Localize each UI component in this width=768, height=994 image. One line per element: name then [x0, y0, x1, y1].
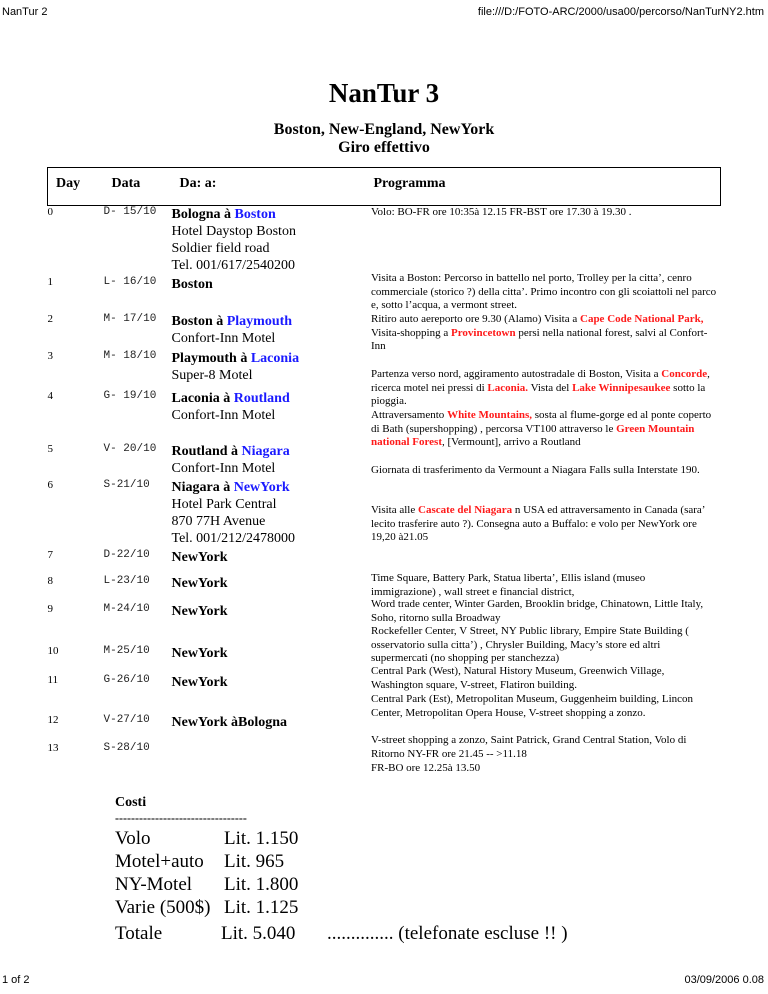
route-cell [172, 206, 366, 276]
route-cell [172, 549, 366, 575]
day-cell: 1 [47, 275, 53, 288]
date-cell: M-25/10 [103, 644, 150, 657]
route-from: Routland à [171, 443, 242, 459]
date-cell: D-22/10 [103, 548, 150, 561]
route-city: NewYork [171, 575, 228, 591]
text: sosta al flume-gorge ed al ponte coperto di Bath (supershopping) , percorsa VT100 attraverso le [371, 409, 712, 435]
text: Visita-shopping a [371, 326, 451, 339]
hotel-name: Hotel Daystop Boston [171, 224, 296, 239]
cost-value: Lit. 1.125 [224, 897, 299, 918]
hotel-phone: Tel. 001/617/2540200 [171, 258, 295, 273]
route-cell [172, 645, 366, 674]
cost-value: Lit. 1.150 [224, 828, 299, 849]
page-title: NanTur 3 [328, 78, 440, 108]
print-footer-date: 03/09/2006 0.08 [684, 974, 764, 986]
route-cell [172, 479, 366, 549]
route-cell [172, 276, 366, 313]
hotel-name: Confort-Inn Motel [171, 460, 276, 476]
subtitle-route: Boston, New-England, NewYork [273, 121, 495, 138]
place-highlight: Concorde [661, 368, 708, 380]
table-row [48, 549, 721, 575]
print-header-url: file:///D:/FOTO-ARC/2000/usa00/percorso/NanTurNY2.htm [477, 6, 764, 18]
hotel-name: Confort-Inn Motel [171, 407, 276, 423]
cost-label: Motel+auto [115, 851, 204, 872]
route-cell [172, 674, 366, 714]
total-note: .............. (telefonate escluse !! ) [327, 923, 568, 944]
day-cell: 13 [47, 741, 59, 754]
route-to: Boston [234, 207, 276, 222]
cost-row [115, 827, 298, 850]
programma-day-0: Volo: BO-FR ore 10:35à 12.15 FR-BST ore 17.30 à 19.30 . [371, 206, 632, 218]
cost-value: Lit. 1.800 [224, 874, 299, 895]
date-cell: M- 17/10 [103, 312, 157, 325]
place-highlight: Green Mountain national Forest [371, 422, 695, 449]
route-city: NewYork [171, 603, 228, 619]
text: Attraversamento [371, 409, 448, 421]
table-header-row [48, 168, 721, 206]
date-cell: V-27/10 [103, 713, 150, 726]
text: persi nella national forest, salvi al Confort-Inn [371, 326, 708, 353]
route-cell [172, 443, 366, 479]
route-city: NewYork àBologna [171, 714, 288, 730]
route-cell [172, 313, 366, 350]
day-cell: 3 [47, 349, 53, 362]
date-cell: M- 18/10 [103, 349, 157, 362]
route-from: Niagara à [171, 479, 234, 495]
programma-day-7: Time Square, Battery Park, Statua liberta’, Ellis island (museo immigrazione) , wall street e financial district, [371, 572, 646, 598]
text: Visita alle [371, 504, 418, 516]
route-city: Boston [171, 276, 213, 292]
route-from: Bologna à [171, 207, 235, 222]
programma-day-9: Rockefeller Center, V Street, NY Public library, Empire State Building ( osservatorio sulla citta’) , Chrysler Building, Macy’s store ed altri supermercati (no shopping per stanchezza) [371, 625, 689, 665]
route-cell [172, 603, 366, 645]
hotel-name: Super-8 Motel [171, 367, 253, 383]
day-cell: 5 [47, 442, 53, 455]
day-cell: 8 [47, 574, 53, 587]
col-programma: Programma [366, 168, 721, 206]
date-cell: M-24/10 [103, 602, 150, 615]
hotel-address: Soldier field road [171, 241, 270, 256]
day-cell: 9 [47, 602, 53, 615]
hotel-name: Confort-Inn Motel [171, 330, 276, 346]
programma-day-10: Central Park (West), Natural History Museum, Greenwich Village, Washington square, V-street, Flatiron building. [371, 665, 665, 691]
route-city: NewYork [171, 549, 228, 565]
route-cell [172, 390, 366, 443]
costi-divider: --------------------------------- [115, 811, 247, 825]
place-highlight: White Mountains, [447, 409, 533, 421]
cost-row [115, 873, 298, 896]
route-from: Playmouth à [171, 350, 251, 366]
date-cell: L- 16/10 [103, 275, 157, 288]
date-cell: G- 19/10 [103, 389, 157, 402]
print-footer-page: 1 of 2 [2, 974, 30, 986]
day-cell: 11 [47, 673, 59, 686]
text: Ritiro auto aereporto ore 9.30 (Alamo) Visita a [371, 313, 580, 325]
route-cell [172, 714, 366, 742]
cost-value: Lit. 965 [224, 851, 285, 872]
route-cell [172, 575, 366, 603]
route-to: NewYork [233, 479, 290, 495]
hotel-phone: Tel. 001/212/2478000 [171, 530, 295, 546]
place-highlight: Provincetown [451, 326, 516, 339]
date-cell: S-21/10 [103, 478, 150, 491]
date-cell: G-26/10 [103, 673, 150, 686]
text: , ricerca motel nei pressi di [371, 368, 710, 394]
cost-label: NY-Motel [115, 874, 193, 895]
print-header-left: NanTur 2 [2, 6, 48, 18]
route-cell [172, 350, 366, 390]
programma-day-12: V-street shopping a zonzo, Saint Patrick, Grand Central Station, Volo di Ritorno NY-FR ore 21.45 -- >11.18 [371, 734, 687, 760]
cost-label: Varie (500$) [115, 897, 211, 918]
programma-day-11: Central Park (Est), Metropolitan Museum, Guggenheim building, Lincon Center, Metropolitan Opera House, V-street shopping a zonzo. [371, 693, 694, 719]
route-to: Playmouth [226, 313, 293, 329]
date-cell: S-28/10 [103, 741, 150, 754]
total-value: Lit. 5.040 [221, 923, 296, 944]
place-highlight: Cape Code National Park, [580, 313, 704, 325]
programma-day-1: Visita a Boston: Percorso in battello nel porto, Trolley per la citta’, cenro commerciale (storico ?) della citta’. Primo incontro con gli scoiattoli nel parco e, sotto l’acqua, a vermont street. [371, 272, 717, 312]
col-data: Data [104, 168, 172, 206]
day-cell: 10 [47, 644, 59, 657]
text: n USA ed attraversamento in Canada (sara’ lecito trasferire auto ?). Consegna auto a Buffalo: e volo per NewYork ore 19,20 à21.05 [371, 504, 705, 544]
subtitle-giro: Giro effettivo [338, 139, 430, 156]
day-cell: 7 [47, 548, 53, 561]
cost-row [115, 896, 298, 919]
col-day: Day [48, 168, 104, 206]
text: sotto la pioggia. [371, 381, 706, 408]
place-highlight: Lake Winnipesaukee [572, 381, 671, 394]
programma-day-13: FR-BO ore 12.25à 13.50 [371, 762, 481, 774]
date-cell: L-23/10 [103, 574, 150, 587]
cost-row [115, 850, 298, 873]
programma-day-3 [371, 368, 721, 409]
route-city: NewYork [171, 674, 228, 690]
route-to: Routland [233, 390, 290, 406]
day-cell: 4 [47, 389, 53, 402]
total-label: Totale [115, 923, 163, 944]
programma-day-2 [371, 313, 721, 354]
programma-day-6 [371, 504, 721, 545]
day-cell: 6 [47, 478, 53, 491]
col-da-a: Da: a: [172, 168, 366, 206]
costi-table [115, 827, 298, 919]
text: , [Vermount], arrivo a Routland [442, 436, 581, 449]
hotel-address: 870 77H Avenue [171, 513, 266, 529]
place-highlight: Cascate del Niagara [418, 504, 513, 516]
programma-day-8: Word trade center, Winter Garden, Brooklin bridge, Chinatown, Little Italy, Soho, ritorno sulla Broadway [371, 598, 704, 624]
day-cell: 12 [47, 713, 59, 726]
route-from: Boston à [171, 313, 227, 329]
date-cell: D- 15/10 [103, 206, 157, 218]
programma-day-5: Giornata di trasferimento da Vermount a Niagara Falls sulla Interstate 190. [371, 464, 700, 476]
place-highlight: Laconia. [487, 381, 529, 394]
text: Partenza verso nord, aggiramento autostradale di Boston, Visita a [371, 368, 662, 380]
hotel-name: Hotel Park Central [171, 496, 277, 512]
route-to: Laconia [250, 350, 300, 366]
cost-label: Volo [115, 828, 151, 849]
day-cell: 0 [47, 206, 53, 218]
text: Vista del [528, 381, 573, 394]
route-city: NewYork [171, 645, 228, 661]
day-cell: 2 [47, 312, 53, 325]
route-to: Niagara [241, 443, 290, 459]
programma-day-4 [371, 409, 721, 450]
date-cell: V- 20/10 [103, 442, 157, 455]
route-from: Laconia à [171, 390, 234, 406]
costi-title: Costi [115, 795, 147, 810]
